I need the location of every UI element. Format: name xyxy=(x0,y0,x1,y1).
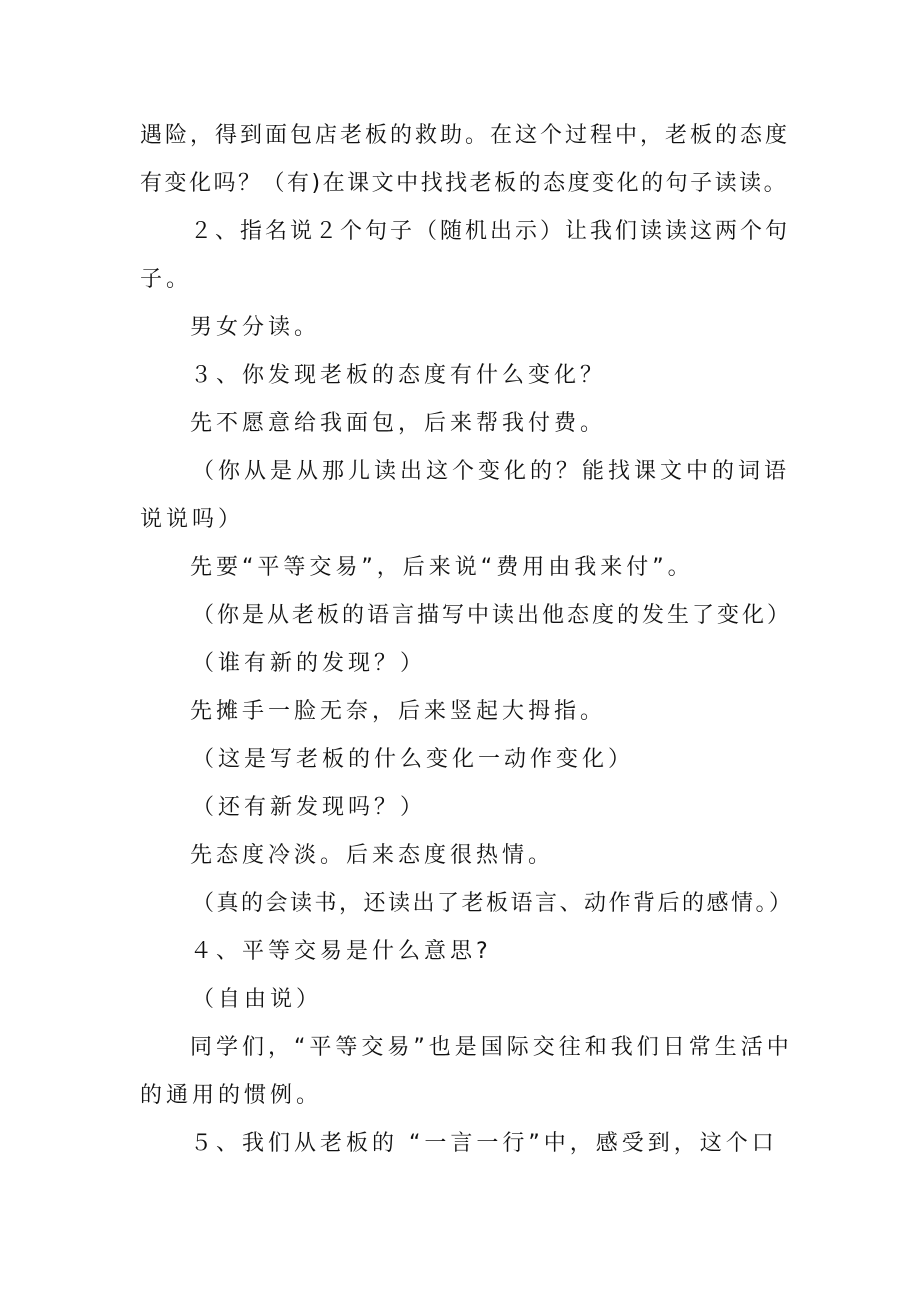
text-line: 先不愿意给我面包，后来帮我付费。 xyxy=(190,411,607,436)
text-line: ２、指名说２个句子（随机出示）让我们读读这两个句 xyxy=(190,219,791,244)
text-line: 男女分读。 xyxy=(190,315,321,340)
text-line: 说说吗） xyxy=(140,507,245,532)
text-line: （你从是从那儿读出这个变化的？能找课文中的词语 xyxy=(192,459,791,484)
text-line: （这是写老板的什么变化一动作变化） xyxy=(192,747,635,772)
text-line: （你是从老板的语言描写中读出他态度的发生了变化） xyxy=(192,603,793,628)
text-line: ５、我们从老板的 “一言一行”中，感受到，这个口 xyxy=(190,1131,778,1156)
text-line: ３、你发现老板的态度有什么变化？ xyxy=(190,363,607,388)
text-line: 同学们，“平等交易”也是国际交往和我们日常生活中 xyxy=(190,1035,793,1060)
text-line: （自由说） xyxy=(192,987,323,1012)
text-line: 遇险，得到面包店老板的救助。在这个过程中，老板的态度 xyxy=(140,123,791,148)
text-line: 先态度冷淡。后来态度很热情。 xyxy=(190,843,555,868)
text-line: ４、平等交易是什么意思? xyxy=(190,939,492,964)
text-line: 有变化吗？（有)在课文中找找老板的态度变化的句子读读。 xyxy=(140,171,789,196)
text-line: 子。 xyxy=(140,267,193,292)
text-line: （真的会读书，还读出了老板语言、动作背后的感情。） xyxy=(192,891,794,916)
text-line: 先要“平等交易”，后来说“费用由我来付”。 xyxy=(190,555,694,580)
text-line: 先摊手一脸无奈，后来竖起大拇指。 xyxy=(190,699,607,724)
text-line: （还有新发现吗？） xyxy=(192,795,427,820)
text-line: （谁有新的发现？） xyxy=(192,651,427,676)
text-line: 的通用的惯例。 xyxy=(140,1083,323,1108)
